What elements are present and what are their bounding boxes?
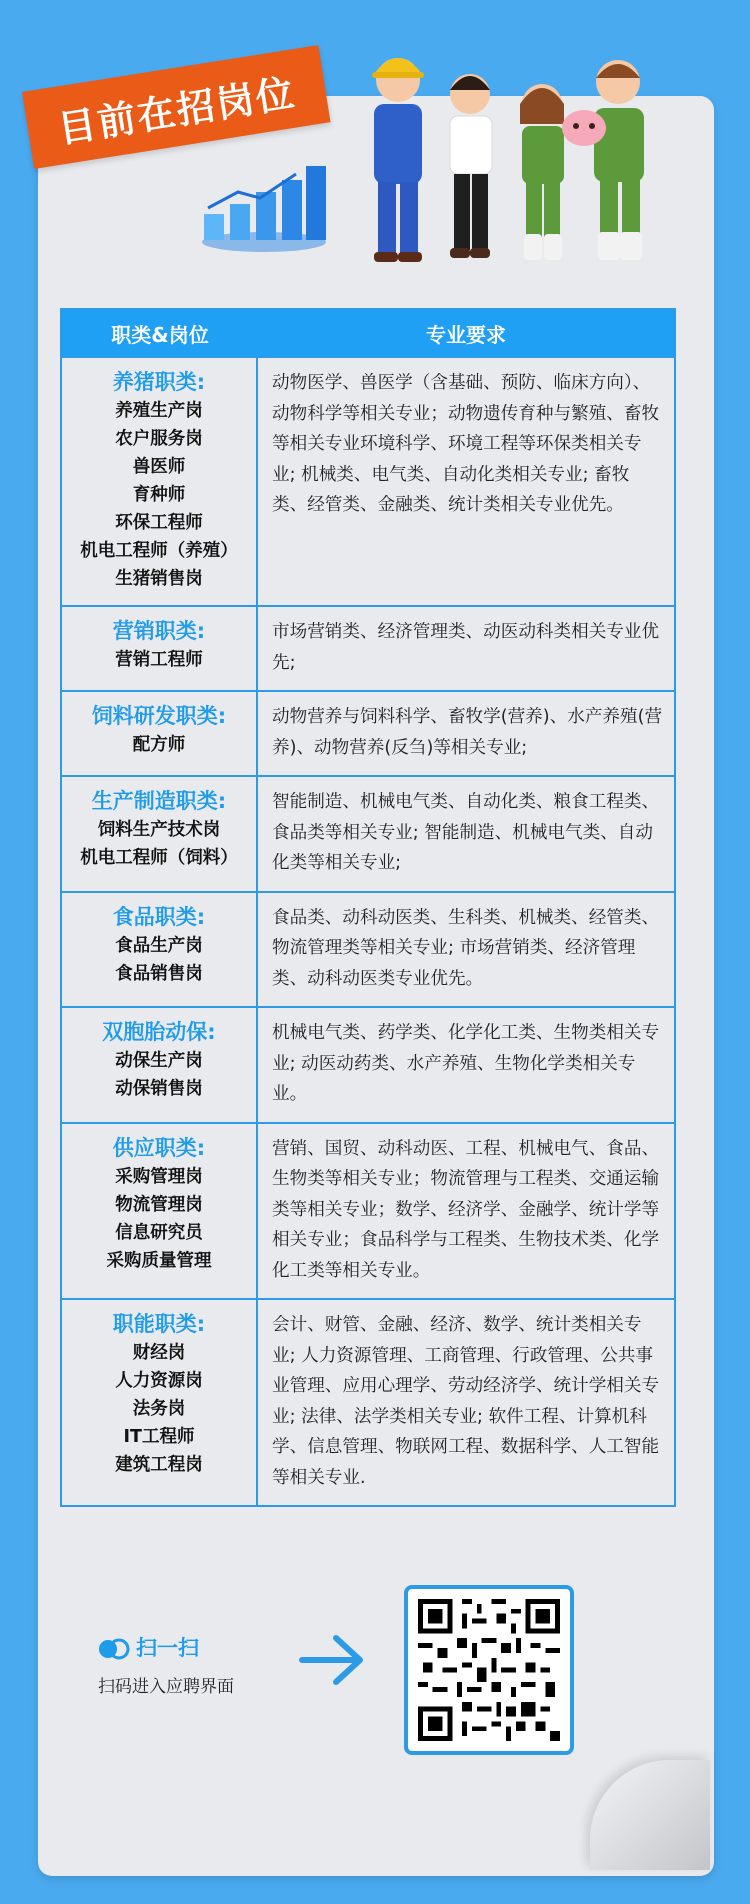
job-title: 农户服务岗 — [115, 429, 203, 449]
category-cell — [62, 1124, 258, 1299]
category-cell — [62, 1300, 258, 1505]
page-title: 目前在招岗位 — [54, 70, 299, 152]
requirement-cell: 机械电气类、药学类、化学化工类、生物类相关专业; 动医动药类、水产养殖、生物化学类相关专业。 — [272, 1023, 660, 1104]
job-title: 动保销售岗 — [115, 1079, 203, 1099]
job-title: 机电工程师（养殖） — [80, 541, 238, 561]
positions-table — [60, 308, 676, 1507]
qr-code-frame[interactable] — [404, 1585, 574, 1755]
requirement-cell: 会计、财管、金融、经济、数学、统计类相关专业; 人力资源管理、工商管理、行政管理、公共事业管理、应用心理学、劳动经济学、统计学相关专业; 法律、法学类相关专业; 软件工程、计算机科学、信息管理、物联网工程、数据科学、人工智能等相关专业. — [272, 1315, 660, 1488]
category-cell — [62, 358, 258, 605]
job-title: 人力资源岗 — [115, 1371, 203, 1391]
header-category: 职类&岗位 — [111, 322, 209, 347]
requirement-cell: 动物营养与饲料科学、畜牧学(营养)、水产养殖(营养)、动物营养(反刍)等相关专业; — [272, 707, 663, 758]
job-title: 机电工程师（饲料） — [80, 848, 238, 868]
job-title: 建筑工程岗 — [115, 1455, 203, 1475]
category-cell — [62, 893, 258, 1007]
category-title: 饲料研发职类: — [91, 704, 227, 728]
category-title: 双胞胎动保: — [102, 1020, 216, 1044]
job-title: 生猪销售岗 — [115, 569, 203, 589]
table-row — [62, 1298, 674, 1505]
scan-subtitle: 扫码进入应聘界面 — [98, 1677, 234, 1697]
job-title: 环保工程师 — [115, 513, 203, 533]
job-title: 物流管理岗 — [115, 1194, 203, 1215]
job-title: 营销工程师 — [115, 650, 203, 670]
growth-chart-icon — [198, 162, 330, 254]
table-header — [62, 310, 674, 356]
table-row — [62, 1122, 674, 1299]
job-title: 采购管理岗 — [115, 1166, 203, 1187]
table-row — [62, 356, 674, 605]
requirement-cell: 食品类、动科动医类、生科类、机械类、经管类、物流管理类等相关专业; 市场营销类、经济管理类、动科动医类专业优先。 — [272, 907, 660, 989]
job-title: 食品销售岗 — [115, 963, 203, 984]
job-title: 食品生产岗 — [115, 935, 203, 956]
job-title: 法务岗 — [132, 1399, 186, 1419]
header-requirement: 专业要求 — [426, 322, 506, 347]
requirement-cell: 市场营销类、经济管理类、动医动科类相关专业优先; — [272, 622, 660, 673]
job-title: 动保生产岗 — [115, 1051, 203, 1071]
job-title: 育种师 — [132, 485, 186, 505]
job-title: IT工程师 — [123, 1427, 195, 1447]
arrow-right-icon — [298, 1630, 370, 1690]
job-title: 信息研究员 — [115, 1222, 203, 1243]
category-title: 职能职类: — [112, 1312, 206, 1336]
requirement-cell: 营销、国贸、动科动医、工程、机械电气、食品、生物类等相关专业；物流管理与工程类、交通运输类等相关专业；数学、经济学、金融学、统计学等相关专业；食品科学与工程类、生物技术类、化学化工类等相关专业。 — [272, 1138, 660, 1281]
table-row — [62, 690, 674, 775]
job-title: 兽医师 — [132, 457, 186, 477]
qr-code[interactable] — [418, 1599, 560, 1741]
table-row — [62, 1006, 674, 1122]
category-title: 生产制造职类: — [91, 789, 227, 813]
category-cell — [62, 777, 258, 891]
category-cell — [62, 607, 258, 690]
table-row — [62, 775, 674, 891]
table-row — [62, 891, 674, 1007]
category-title: 营销职类: — [112, 619, 206, 643]
job-title: 财经岗 — [132, 1343, 186, 1363]
category-title: 养猪职类: — [112, 370, 206, 394]
job-title: 配方师 — [132, 735, 186, 755]
requirement-cell: 动物医学、兽医学（含基础、预防、临床方向）、动物科学等相关专业；动物遗传育种与繁殖、畜牧等相关专业环境科学、环境工程等环保类相关专业; 机械类、电气类、自动化类相关专业; 畜牧类、经管类、金融类、统计类相关专业优先。 — [272, 373, 660, 515]
table-row — [62, 605, 674, 690]
job-title: 饲料生产技术岗 — [97, 820, 221, 840]
category-cell — [62, 692, 258, 775]
job-title: 养殖生产岗 — [115, 401, 203, 421]
scan-label: 扫一扫 — [136, 1636, 199, 1660]
four-workers-illustration — [350, 28, 690, 273]
category-title: 食品职类: — [112, 904, 206, 929]
category-title: 供应职类: — [112, 1135, 206, 1160]
requirement-cell: 智能制造、机械电气类、自动化类、粮食工程类、食品类等相关专业; 智能制造、机械电气类、自动化类等相关专业; — [272, 792, 660, 873]
scan-icon — [98, 1638, 130, 1660]
category-cell — [62, 1008, 258, 1122]
job-title: 采购质量管理 — [106, 1250, 212, 1271]
